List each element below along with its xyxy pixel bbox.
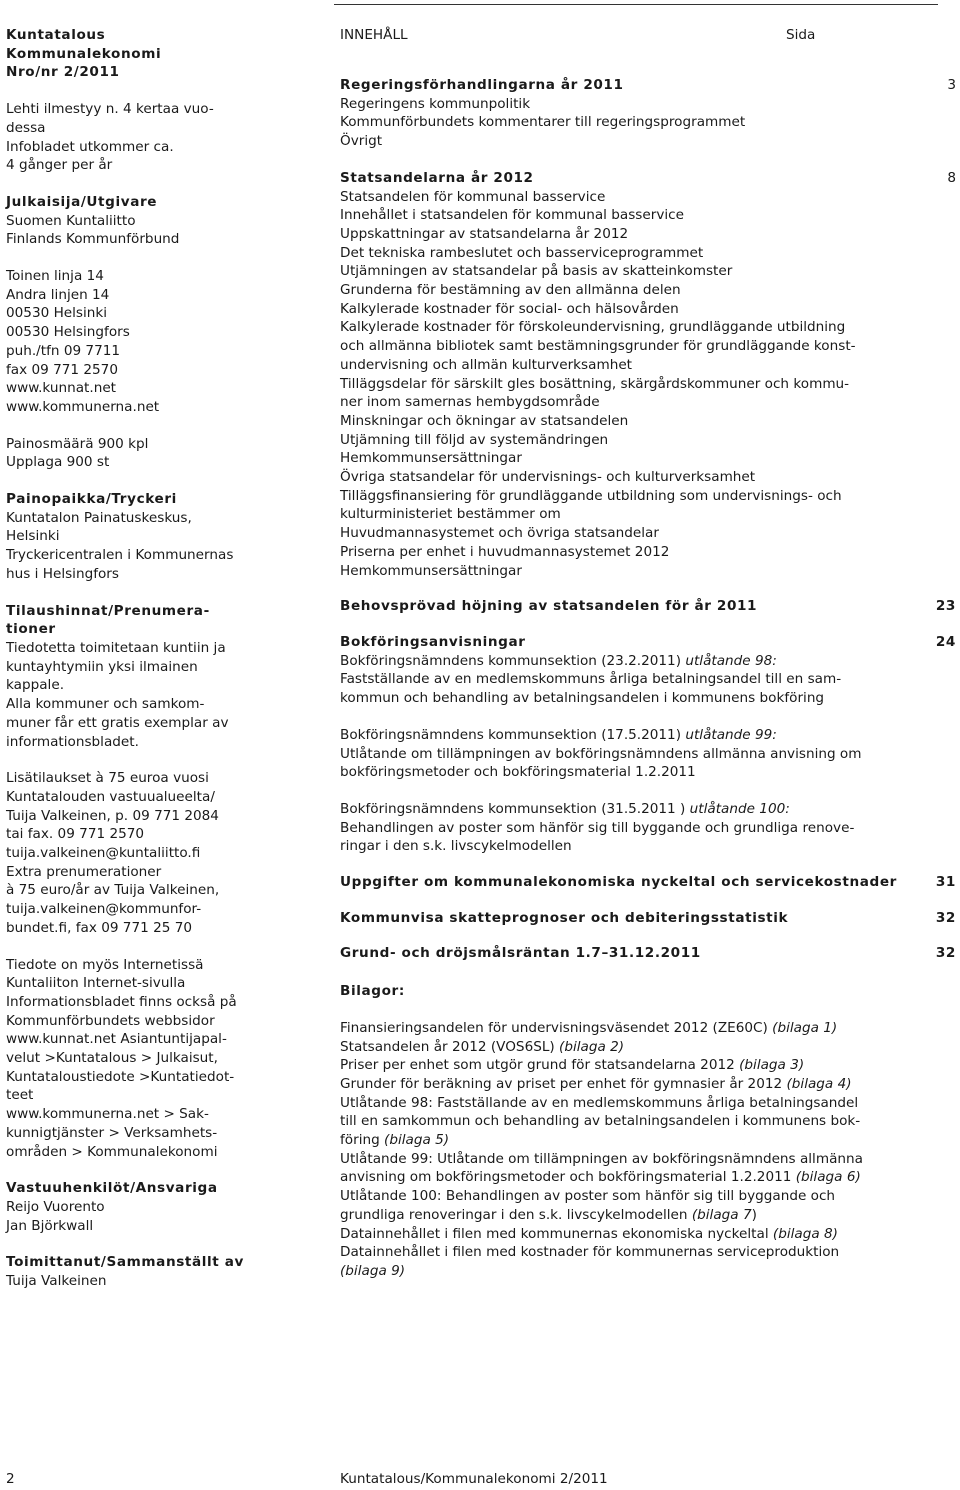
toc-subsection-line: kulturministeriet bestämmer om <box>340 506 561 523</box>
toc-subsection-line: Priserna per enhet i huvudmannasystemet 2012 <box>340 543 670 560</box>
internet-info-line: Tiedote on myös Internetissä <box>6 956 204 973</box>
appendix-line <box>340 1131 956 1150</box>
spacer <box>6 1235 324 1253</box>
toc-section <box>340 597 956 616</box>
toc-subsection-line: undervisning och allmän kulturverksamhet <box>340 356 633 373</box>
extra-orders-line: Lisätilaukset à 75 euroa vuosi <box>6 770 209 787</box>
appendix-reference: (bilaga 9) <box>340 1262 406 1279</box>
address-line: Toinen linja 14 <box>6 268 104 285</box>
internet-info-line: Kuntaliiton Internet-sivulla <box>6 975 186 992</box>
toc-header-page: Sida <box>786 27 816 43</box>
issue-frequency-line: Lehti ilmestyy n. 4 kertaa vuo- <box>6 101 214 118</box>
statement-text-line: Fastställande av en medlemskommuns årliga betalningsandel till en sam- <box>340 671 842 688</box>
spacer <box>340 1001 956 1019</box>
appendix-line <box>340 1206 956 1225</box>
extra-orders-line: à 75 euro/år av Tuija Valkeinen, <box>6 882 220 899</box>
address-line: puh./tfn 09 7711 <box>6 342 121 359</box>
extra-orders-line: Kuntatalouden vastuualueelta/ <box>6 788 215 805</box>
spacer <box>6 82 324 100</box>
spacer <box>6 938 324 956</box>
appendix-text: Utlåtande 98: Fastställande av en medlemskommuns årliga betalningsandel <box>340 1094 859 1111</box>
toc-section <box>340 76 956 151</box>
toc-section-title: Statsandelarna år 2012 <box>340 169 534 186</box>
internet-info-line: velut >Kuntatalous > Julkaisut, <box>6 1050 218 1067</box>
toc-section-page: 31 <box>935 874 956 891</box>
appendix-text: Datainnehållet i filen med kommunernas ekonomiska nyckeltal <box>340 1225 773 1242</box>
print-run-line: Upplaga 900 st <box>6 454 110 471</box>
toc-section-title: Behovsprövad höjning av statsandelen för år 2011 <box>340 598 758 615</box>
toc-section-page: 32 <box>935 909 956 926</box>
internet-info-line: www.kunnat.net Asiantuntijapal- <box>6 1031 227 1048</box>
editor-name: Tuija Valkeinen <box>6 1273 107 1290</box>
masthead-line: Kommunalekonomi <box>6 45 162 62</box>
statement-text-line: Behandlingen av poster som hänför sig till byggande och grundliga renove- <box>340 819 855 836</box>
publisher-line: Suomen Kuntaliitto <box>6 212 136 229</box>
appendix-line <box>340 1187 956 1206</box>
toc-section-title: Regeringsförhandlingarna år 2011 <box>340 77 624 93</box>
toc-section <box>340 873 956 892</box>
spacer <box>6 1161 324 1179</box>
toc-section-title: Uppgifter om kommunalekonomiska nyckeltal och servicekostnader <box>340 874 897 891</box>
appendix-line <box>340 1075 956 1094</box>
appendix-line <box>340 1056 956 1075</box>
toc-header <box>340 26 956 44</box>
appendix-text: föring <box>340 1132 385 1149</box>
extra-orders-line: tuija.valkeinen@kuntaliitto.fi <box>6 845 201 862</box>
extra-orders-line: Tuija Valkeinen, p. 09 771 2084 <box>6 807 219 824</box>
responsible-person: Reijo Vuorento <box>6 1198 105 1215</box>
printer-line: Tryckericentralen i Kommunernas <box>6 547 234 564</box>
appendix-line <box>340 1038 956 1057</box>
toc-subsection-line: Övriga statsandelar för undervisnings- och kulturverksamhet <box>340 469 756 486</box>
spacer <box>340 151 956 169</box>
appendix-line <box>340 1262 956 1281</box>
spacer <box>340 892 956 909</box>
printer-line: Helsinki <box>6 528 60 545</box>
toc-subsection-line: Minskningar och ökningar av statsandelen <box>340 412 629 429</box>
address-line: fax 09 771 2570 <box>6 361 118 378</box>
editor-heading: Toimittanut/Sammanställt av <box>6 1254 244 1271</box>
toc-subsection-line: Tilläggsdelar för särskilt gles bosättning, skärgårdskommuner och kommu- <box>340 375 850 392</box>
subscription-text-line: informationsbladet. <box>6 733 139 750</box>
statement-label: utlåtande 99: <box>685 726 777 743</box>
toc-section <box>340 944 956 963</box>
internet-info-line: Kuntataloustiedote >Kuntatiedot- <box>6 1068 235 1085</box>
appendix-text: Utlåtande 99: Utlåtande om tillämpningen av bokföringsnämndens allmänna <box>340 1150 863 1167</box>
toc-subsection-line: Uppskattningar av statsandelarna år 2012 <box>340 225 629 242</box>
statement-label: utlåtande 98: <box>685 652 777 669</box>
spacer <box>6 417 324 435</box>
masthead-line: Nro/nr 2/2011 <box>6 64 120 81</box>
spacer <box>6 584 324 602</box>
appendix-reference: (bilaga 7 <box>691 1206 752 1223</box>
masthead-line: Kuntatalous <box>6 27 106 43</box>
extra-orders-line: bundet.fi, fax 09 771 25 70 <box>6 919 192 936</box>
appendix-text: till en samkommun och behandling av betalningsandelen i kommunens bok- <box>340 1113 861 1130</box>
appendix-line <box>340 1019 956 1038</box>
toc-subsection-line: Tilläggsfinansiering för grundläggande utbildning som undervisnings- och <box>340 487 842 504</box>
footer-publication-title: Kuntatalous/Kommunalekonomi 2/2011 <box>340 1471 608 1487</box>
toc-section-page: 8 <box>947 169 956 186</box>
toc-subsection-line: Statsandelen för kommunal basservice <box>340 188 606 205</box>
subscription-heading: tioner <box>6 621 56 638</box>
statement-text-line: kommun och behandling av betalningsandelen i kommunens bokföring <box>340 690 825 707</box>
subscription-text-line: Tiedotetta toimitetaan kuntiin ja <box>6 639 226 656</box>
internet-info-line: områden > Kommunalekonomi <box>6 1143 218 1160</box>
toc-subsection-line: Hemkommunsersättningar <box>340 450 522 467</box>
toc-subsection-line: Regeringens kommunpolitik <box>340 95 531 112</box>
toc-subsection-line: Kalkylerade kostnader för social- och hälsovården <box>340 300 679 317</box>
printer-line: Kuntatalon Painatuskeskus, <box>6 509 192 526</box>
statement-text-line: bokföringsmetoder och bokföringsmaterial 1.2.2011 <box>340 764 696 781</box>
appendix-text: Finansieringsandelen för undervisningsväsendet 2012 (ZE60C) <box>340 1019 773 1036</box>
address-line: 00530 Helsinki <box>6 305 108 322</box>
address-line: 00530 Helsingfors <box>6 324 130 341</box>
toc-section-title: Grund- och dröjsmålsräntan 1.7–31.12.2011 <box>340 945 701 962</box>
spacer <box>6 751 324 769</box>
appendix-line <box>340 1112 956 1131</box>
internet-info-line: kunnigtjänster > Verksamhets- <box>6 1124 218 1141</box>
appendix-line <box>340 1243 956 1262</box>
toc-section-page: 24 <box>935 633 956 650</box>
printer-line: hus i Helsingfors <box>6 565 119 582</box>
statement-text-line: Utlåtande om tillämpningen av bokföringsnämndens allmänna anvisning om <box>340 745 862 762</box>
spacer <box>340 580 956 597</box>
toc-subsection-line: Innehållet i statsandelen för kommunal basservice <box>340 207 684 224</box>
subscription-text-line: kappale. <box>6 677 65 694</box>
appendix-reference: (bilaga 5) <box>384 1132 450 1149</box>
toc-subsection-line: ner inom samernas hembygdsområde <box>340 394 600 411</box>
toc-section <box>340 909 956 928</box>
appendix-reference: (bilaga 4) <box>786 1075 852 1092</box>
statement-source <box>340 652 956 671</box>
appendix-line <box>340 1225 956 1244</box>
toc-section-page: 23 <box>935 598 956 615</box>
extra-orders-line: tuija.valkeinen@kommunfor- <box>6 901 202 918</box>
toc-section <box>340 169 956 580</box>
toc-header-label: INNEHÅLL <box>340 27 408 43</box>
address-line: www.kunnat.net <box>6 380 117 397</box>
appendix-text: Statsandelen år 2012 (VOS6SL) <box>340 1038 560 1055</box>
appendix-line <box>340 1150 956 1169</box>
appendix-text: Utlåtande 100: Behandlingen av poster som hänför sig till byggande och <box>340 1188 836 1205</box>
toc-subsection-line: Grunderna för bestämning av den allmänna delen <box>340 282 681 299</box>
header-rule <box>334 4 938 5</box>
spacer <box>340 963 956 980</box>
internet-info-line: Informationsbladet finns också på <box>6 993 237 1010</box>
appendix-reference: (bilaga 2) <box>559 1038 625 1055</box>
appendix-text: anvisning om bokföringsmetoder och bokföringsmaterial 1.2.2011 <box>340 1169 796 1186</box>
statement-source-text: Bokföringsnämndens kommunsektion (23.2.2011) <box>340 652 686 669</box>
toc-subsection-line: och allmänna bibliotek samt bestämningsgrunder för grundläggande konst- <box>340 338 856 355</box>
internet-info-line: teet <box>6 1087 34 1104</box>
appendix-reference: (bilaga 6) <box>795 1169 861 1186</box>
responsible-person: Jan Björkwall <box>6 1217 94 1234</box>
subscription-text-line: kuntayhtymiin yksi ilmainen <box>6 658 198 675</box>
statement-source <box>340 726 956 745</box>
statement-source <box>340 800 956 819</box>
statement-source-text: Bokföringsnämndens kommunsektion (31.5.2011 ) <box>340 800 690 817</box>
publisher-heading: Julkaisija/Utgivare <box>6 193 158 210</box>
toc-subsection-line: Kommunförbundets kommentarer till regeringsprogrammet <box>340 114 746 131</box>
address-line: www.kommunerna.net <box>6 398 160 415</box>
internet-info-line: www.kommunerna.net > Sak- <box>6 1106 209 1123</box>
toc-subsection-line: Utjämningen av statsandelar på basis av skatteinkomster <box>340 263 733 280</box>
spacer <box>340 616 956 633</box>
toc-subsection-line: Huvudmannasystemet och övriga statsandelar <box>340 525 659 542</box>
appendix-line <box>340 1168 956 1187</box>
statement-label: utlåtande 100: <box>689 800 790 817</box>
subscription-text-line: Alla kommuner och samkom- <box>6 696 205 713</box>
appendix-text: grundliga renoveringar i den s.k. livscykelmodellen <box>340 1206 692 1223</box>
address-line: Andra linjen 14 <box>6 286 110 303</box>
toc-subsection-line: Utjämning till följd av systemändringen <box>340 431 609 448</box>
spacer <box>340 708 956 726</box>
toc-section-page: 32 <box>935 945 956 962</box>
responsible-heading: Vastuuhenkilöt/Ansvariga <box>6 1180 218 1197</box>
printer-heading: Painopaikka/Tryckeri <box>6 491 177 508</box>
table-of-contents <box>340 26 956 1281</box>
appendix-text: Datainnehållet i filen med kostnader för kommunernas serviceproduktion <box>340 1244 840 1261</box>
toc-section <box>340 633 956 856</box>
appendix-reference: (bilaga 3) <box>739 1057 805 1074</box>
extra-orders-line: Extra prenumerationer <box>6 863 162 880</box>
appendix-text: Priser per enhet som utgör grund för statsandelarna 2012 <box>340 1057 740 1074</box>
subscription-text-line: muner får ett gratis exemplar av <box>6 714 229 731</box>
toc-subsection-line: Hemkommunsersättningar <box>340 562 522 579</box>
toc-subsection-line: Övrigt <box>340 133 383 150</box>
appendix-reference: (bilaga 1) <box>772 1019 838 1036</box>
publisher-line: Finlands Kommunförbund <box>6 231 180 248</box>
statement-text-line: ringar i den s.k. livscykelmodellen <box>340 838 572 855</box>
spacer <box>6 249 324 267</box>
toc-section-title: Bokföringsanvisningar <box>340 633 526 650</box>
statement-source-text: Bokföringsnämndens kommunsektion (17.5.2011) <box>340 726 686 743</box>
toc-section-title: Kommunvisa skatteprognoser och debiteringsstatistik <box>340 909 789 926</box>
spacer <box>340 856 956 873</box>
toc-subsection-line: Det tekniska rambeslutet och basserviceprogrammet <box>340 244 704 261</box>
internet-info-line: Kommunförbundets webbsidor <box>6 1012 215 1029</box>
toc-subsection-line: Kalkylerade kostnader för förskoleundervisning, grundläggande utbildning <box>340 319 846 336</box>
spacer <box>340 927 956 944</box>
colophon-column <box>6 26 324 1291</box>
extra-orders-line: tai fax. 09 771 2570 <box>6 826 145 843</box>
appendix-line <box>340 1094 956 1113</box>
appendix-text: Grunder för beräkning av priset per enhet för gymnasier år 2012 <box>340 1075 787 1092</box>
appendix-reference: (bilaga 8) <box>772 1225 838 1242</box>
spacer <box>6 472 324 490</box>
appendix-heading: Bilagor: <box>340 983 405 1000</box>
issue-frequency-line: Infobladet utkommer ca. <box>6 138 174 155</box>
spacer <box>6 175 324 193</box>
subscription-heading: Tilaushinnat/Prenumera- <box>6 602 210 619</box>
footer-page-number: 2 <box>6 1471 15 1487</box>
print-run-line: Painosmäärä 900 kpl <box>6 435 149 452</box>
spacer <box>340 782 956 800</box>
toc-section-page: 3 <box>947 77 956 93</box>
issue-frequency-line: 4 gånger per år <box>6 157 113 174</box>
issue-frequency-line: dessa <box>6 119 46 136</box>
appendix-text: ) <box>751 1206 757 1223</box>
spacer <box>340 44 956 76</box>
